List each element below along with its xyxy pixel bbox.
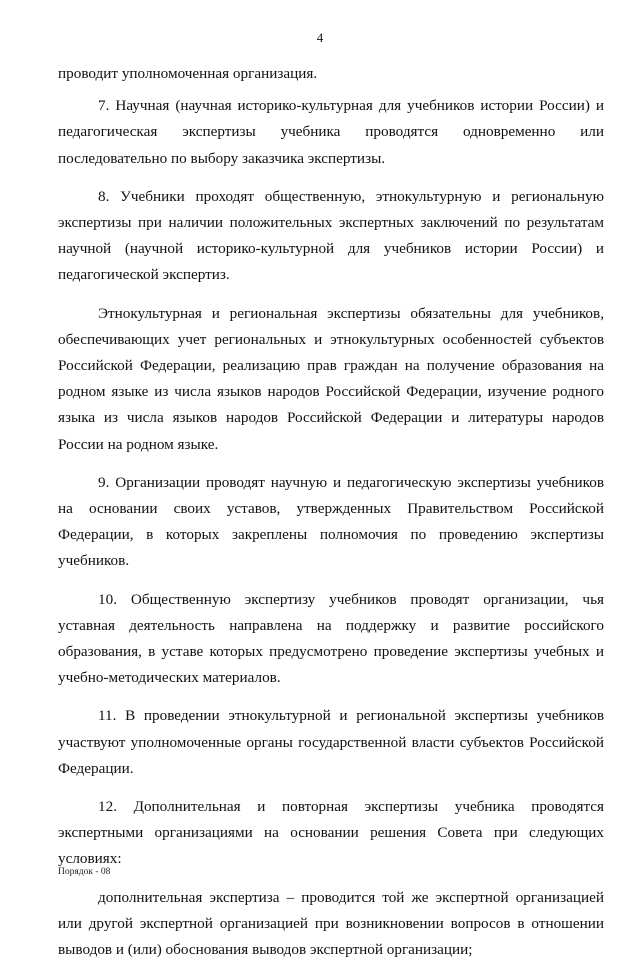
paragraph-item-7: 7. Научная (научная историко-культурная для учебников истории России) и педагогическая экспертизы учебника проводятся одновременно или последовательно по выбору заказчика экспертизы. (58, 97, 604, 167)
page-number: 4 (316, 30, 324, 45)
footer-label: Порядок - 08 (58, 867, 111, 877)
paragraph-ethnocultural: Этнокультурная и региональная экспертизы обязательны для учебников, обеспечивающих учет региональных и этнокультурных особенностей субъектов Российской Федерации, реализацию прав граждан на получение образования на родном языке из числа языков народов Российской Федерации, изучение родного языка из числа языков народов Российской Федерации и литературы народов России на родном языке. (58, 304, 604, 453)
paragraph-additional-expertise: дополнительная экспертиза – проводится той же экспертной организацией или другой экспертной организацией при возникновении вопросов в отношении выводов и (или) обоснования выводов экспертной организации; (58, 888, 604, 959)
paragraph-item-9: 9. Организации проводят научную и педагогическую экспертизы учебников на основании своих уставов, утвержденных Правительством Российской Федерации, в которых закреплены полномочия по проведению экспертизы учебников. (58, 473, 604, 570)
paragraph-continuation: проводит уполномоченная организация. (58, 65, 318, 82)
paragraph-item-11: 11. В проведении этнокультурной и региональной экспертизы учебников участвуют уполномоченные органы государственной власти субъектов Российской Федерации. (58, 707, 604, 777)
document-body (58, 61, 604, 975)
paragraph-item-10: 10. Общественную экспертизу учебников проводят организации, чья уставная деятельность направлена на поддержку и развитие российского образования, в уставе которых предусмотрено проведение экспертизы учебных и учебно-методических материалов. (58, 590, 604, 687)
paragraph-item-8: 8. Учебники проходят общественную, этнокультурную и региональную экспертизы при наличии положительных экспертных заключений по результатам научной (научной историко-культурной для учебников истории России) и педагогической экспертиз. (58, 187, 604, 284)
paragraph-item-12: 12. Дополнительная и повторная экспертизы учебника проводятся экспертными организациями на основании решения Совета при следующих условиях: (58, 798, 604, 868)
